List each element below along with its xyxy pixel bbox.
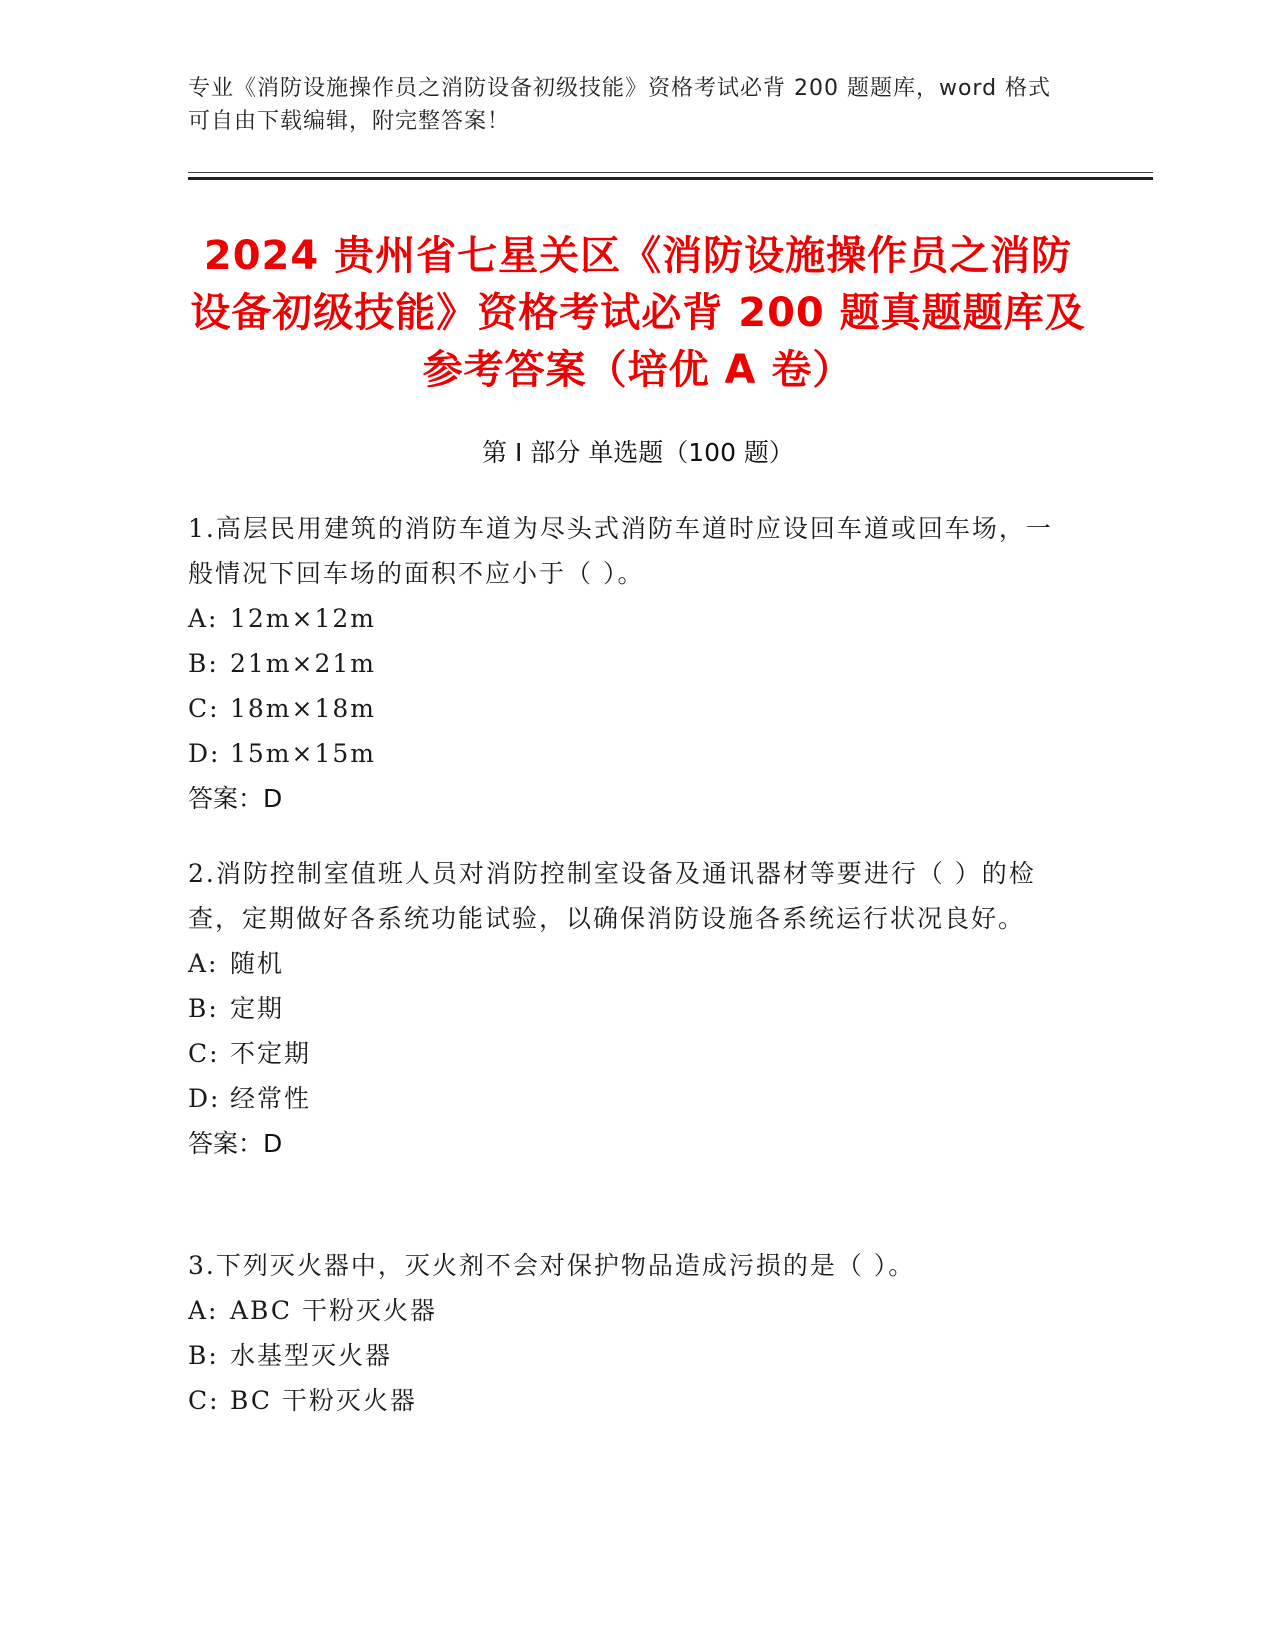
- header-divider-thick: [188, 177, 1153, 180]
- option-a: [188, 941, 1068, 986]
- header-divider-thin: [188, 172, 1153, 173]
- option-text: ABC 干粉灭火器: [230, 1296, 437, 1325]
- option-text: 水基型灭火器: [230, 1341, 393, 1370]
- option-c: [188, 1378, 1068, 1423]
- option-key: C:: [188, 694, 220, 723]
- question-stem: 2.消防控制室值班人员对消防控制室设备及通讯器材等要进行（ ）的检查，定期做好各系统功能试验，以确保消防设施各系统运行状况良好。: [188, 859, 1036, 933]
- answer-line: 答案：D: [188, 1129, 283, 1158]
- option-key: B:: [188, 994, 219, 1023]
- option-key: C:: [188, 1386, 220, 1415]
- option-text: 12m×12m: [230, 604, 376, 633]
- question-stem: 3.下列灭火器中，灭火剂不会对保护物品造成污损的是（ ）。: [188, 1251, 916, 1280]
- option-b: [188, 1333, 1068, 1378]
- option-c: [188, 1031, 1068, 1076]
- option-a: [188, 596, 1068, 641]
- option-c: [188, 686, 1068, 731]
- option-b: [188, 641, 1068, 686]
- option-text: 18m×18m: [230, 694, 376, 723]
- option-text: 21m×21m: [230, 649, 376, 678]
- header-note: 专业《消防设施操作员之消防设备初级技能》资格考试必背 200 题题库，word 格式可自由下载编辑，附完整答案！: [188, 76, 1052, 134]
- option-text: 定期: [230, 994, 285, 1023]
- option-key: A:: [188, 1296, 219, 1325]
- option-text: 不定期: [230, 1039, 312, 1068]
- question-item: [188, 851, 1068, 1166]
- question-item: [188, 1243, 1068, 1423]
- option-a: [188, 1288, 1068, 1333]
- option-key: D:: [188, 739, 221, 768]
- option-key: A:: [188, 604, 219, 633]
- option-text: BC 干粉灭火器: [230, 1386, 417, 1415]
- option-text: 经常性: [230, 1084, 312, 1113]
- option-key: B:: [188, 1341, 219, 1370]
- question-stem: 1.高层民用建筑的消防车道为尽头式消防车道时应设回车道或回车场，一般情况下回车场的面积不应小于（ ）。: [188, 514, 1053, 588]
- option-d: [188, 1076, 1068, 1121]
- option-key: C:: [188, 1039, 220, 1068]
- question-item: [188, 506, 1068, 821]
- section-title: 第 I 部分 单选题（100 题）: [482, 438, 794, 467]
- option-key: D:: [188, 1084, 221, 1113]
- option-key: B:: [188, 649, 219, 678]
- option-text: 15m×15m: [230, 739, 376, 768]
- option-b: [188, 986, 1068, 1031]
- option-d: [188, 731, 1068, 776]
- option-text: 随机: [230, 949, 285, 978]
- option-key: A:: [188, 949, 219, 978]
- document-title: 2024 贵州省七星关区《消防设施操作员之消防设备初级技能》资格考试必背 200 题真题题库及参考答案（培优 A 卷）: [190, 233, 1086, 393]
- answer-line: 答案：D: [188, 784, 283, 813]
